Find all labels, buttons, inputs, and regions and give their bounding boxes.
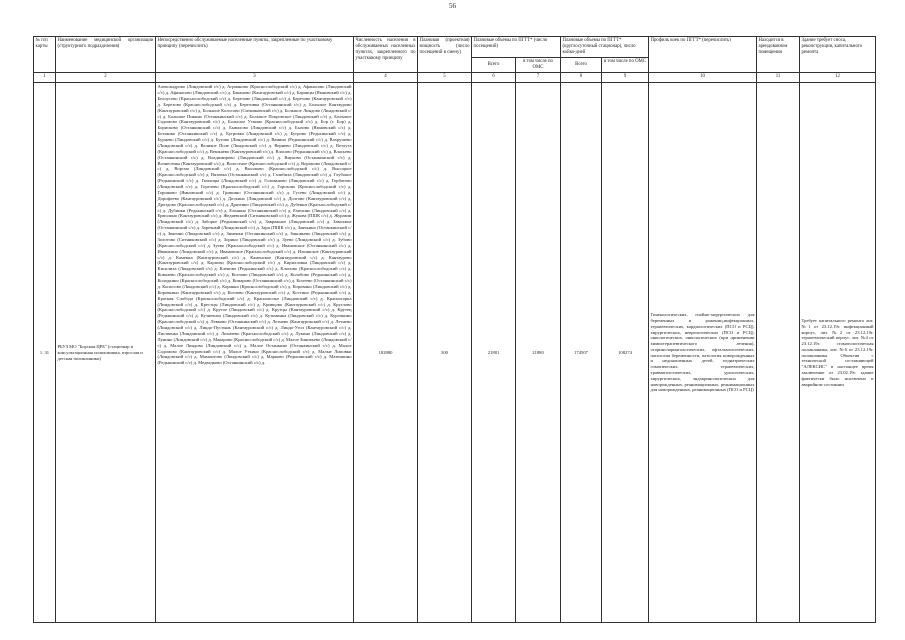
header-settlements: Непосредственно обслуживаемые населенные пункты, закрепленные по участковому принципу (перечислить) [156, 37, 354, 73]
row-bed-profiles: Гинекологических, гнойно-хирургических для беременных и рожениц,инфекционных, терапевтических, кардиологических (ПСО и РСЦ), хирургических, неврологических (ПСО и РСЦ), онкологических, онкологических (при применении химиотерапевтического лечения), оториноларингологических, офтальмологических, патология беременности, патология новорожденных и недоношенных детей, педиатрических соматических, терапевтических, травматологических, урологических, хирургических, эндокринологических для новорожденных, реанимационных, реанимационных для новорожденных, реанимационных (ПСО и РСЦ) [649, 83, 757, 623]
row-visits-oms: 21880 [516, 83, 561, 623]
header-beddays-group: Плановые объемы по ПГГТ* (круглосуточный стационар), число койко-дней [561, 37, 649, 58]
table-row [34, 83, 876, 623]
column-number: 5 [418, 73, 472, 83]
row-building: Требует капитального ремонта лит. №1 от 23.12.19г. инфекционный корпус, лит. №2 от 23.12.19г. терапевтический корпус, лит. №4 от 23.12.19г. стоматологическая поликлиника, лит. №6 от 23.12.19г. поликлиника. Объектив с технической составляющей "АЛЕКСИС" в настоящее время заключение от 23.02.19г. здание фактически было исключено и аварийном состоянии [800, 83, 876, 623]
header-beddays-total: Всего [561, 58, 602, 73]
column-number: 2 [56, 73, 156, 83]
header-visits-group: Плановые объемы по ПГГТ* (число посещений) [472, 37, 561, 58]
facilities-table [33, 36, 876, 623]
column-number: 3 [156, 73, 354, 83]
header-org: Наименование медицинской организации (структурного подразделения) [56, 37, 156, 73]
column-number: 4 [354, 73, 418, 83]
header-population: Численность населения в обслуживаемых населенных пунктах, закрепленного по участковому принципу [354, 37, 418, 73]
header-visits-oms: в том числе по ОМС [516, 58, 561, 73]
row-visits-total: 21881 [472, 83, 516, 623]
row-beddays-oms: 108274 [602, 83, 649, 623]
header-num: № п/п карты [34, 37, 56, 73]
column-number: 10 [649, 73, 757, 83]
page-number: 56 [449, 2, 456, 10]
row-org: РБУЗ МО "Борская ЦРБ" (стационар и консультационная поликлиника, взрослая и детская поликлиники) [56, 83, 156, 623]
column-number: 7 [516, 73, 561, 83]
row-rented [757, 83, 800, 623]
column-number: 11 [757, 73, 800, 83]
header-building: Здание требует сноса, реконструкции, капитального ремонта [800, 37, 876, 73]
row-capacity: 300 [418, 83, 472, 623]
column-number: 1 [34, 73, 56, 83]
row-settlements: Александрово (Линдовский с/с) д. Агрианово (Краснослободский с/с) д. Афанасово (Линдовский с/с) д. Афанасово (Линдовский с/с) д. Баканово (Кантауровский с/с) д. Баранцы (Ямновский с/с) д. Белоусово (Краснослободский с/с) д. Березово (Линдовский с/с) д. Березово (Кантауровский с/с) д. Березово (Краснослободский с/с) д. Березовка (Останкинский с/с) д. Большое Кантаурово (Кантауровский с/с) д. Большое Колосово (Ситниковский с/с) д. Большое Линдово (Линдовский с/с) д. Большое Пикино (Останкинский с/с) д. Большое Покровское (Линдовский с/с) д. Большое Содомово (Кантауровский с/с) д. Большое Уткино (Краснослободский с/с) д. Бор (г. Бор) д. Борисково (Останкинский с/с) д. Бывалово (Линдовский с/с) д. Бызово (Ямновский с/с) д. Ботаково (Останкинский с/с) д. Бугровка (Линдовский с/с) д. Бугрово (Редькинский с/с) д. Бурцево (Линдовский с/с) д. Бутово (Линдовский с/с) д. Ванино (Редькинский с/с) д. Вахрушево (Линдовский с/с) д. Великое Поле (Линдовский с/с) д. Вернево (Линдовский с/с) д. Ветлуга (Краснослободский с/с) д. Вешкаево (Кантауровский с/с) д. Власово (Редькинский с/с) д. Власьево (Останкинский с/с) д. Владимирово (Линдовский с/с) д. Внуково (Останкинский с/с) д. Вознесенка (Кантауровский с/с) д. Волостное (Краснослободский с/с) д. Вороново (Линдовский с/с) д. Ворсма (Линдовский с/с) д. Высоково (Краснослободский с/с) д. Высоцкое (Краснослободский с/с) д. Вязовка (Останкинский с/с) д. Галибиха (Линдовский с/с) д. Глубокое (Редькинский с/с) д. Гнилицы (Линдовский с/с) д. Голованово (Линдовский с/с) д. Горбатово (Линдовский с/с) д. Горелово (Краснослободский с/с) д. Горохово (Краснослободский с/с) д. Горшково (Ямновский с/с) д. Гришино (Останкинский с/с) д. Гусево (Линдовский с/с) д. Дорофеево (Кантауровский с/с) д. Доскино (Линдовский с/с) д. Долгово (Кантауровский с/с) д. Дроздово (Краснослободский с/с) д. Дрязгино (Линдовский с/с) д. Дубенки (Краснослободский с/с) д. Дубинки (Редькинский с/с) д. Ельнино (Останкинский с/с) д. Емелино (Линдовский с/с) д. Ермолино (Кантауровский с/с) д. Жедяевский (Ситниковский с/с) д. Жукова (ПШК с/с) д. Журавли (Линдовский с/с) д. Заборье (Редькинский с/с) д. Завражное (Линдовский с/с) д. Заволжье (Останкинский с/с) д. Заречный (Линдовский с/с) д. Заря (ПШК с/с) д. Заячкино (Останкинский с/с) д. Звягино (Линдовский с/с) д. Зименки (Останкинский с/с) д. Зиновьево (Линдовский с/с) д. Золотово (Ситниковский с/с) д. Зорино (Линдовский с/с) д. Зуево (Линдовский с/с) д. Зубово (Краснослободский с/с) д. Зуево (Краснослободский с/с) д. Ивановское (Останкинский с/с) д. Ивашкино (Линдовский с/с) д. Ивановское (Краснослободский с/с) д. Ильинское (Кантауровский с/с) д. Каменка (Кантауровский с/с) д. Каменское (Кантауровский с/с) д. Кантаурово (Кантауровский с/с) д. Карпово (Краснослободский с/с) д. Кирилловка (Линдовский с/с) д. Кисилиха (Линдовский с/с) д. Кленово (Редькинский с/с) д. Клопово (Краснослободский с/с) д. Ковалево (Краснослободский с/с) д. Козлово (Линдовский с/с) д. Колобово (Редькинский с/с) д. Колодкино (Краснослободский с/с) д. Комарово (Останкинский с/с) д. Коптево (Останкинский с/с) д. Копосово (Линдовский с/с) д. Коринка (Краснослободский с/с) д. Коровино (Линдовский с/с) д. Коровкино (Кантауровский с/с) д. Козлово (Кантауровский с/с) д. Костино (Редькинский с/с) д. Красная Слобода (Краснослободский с/с) д. Краснополье (Линдовский с/с) д. Красногорка (Линдовский с/с) д. Крестцы (Линдовский с/с) д. Кривцово (Кантауровский с/с) д. Круглово (Краснослободский с/с) д. Крутое (Линдовский с/с) д. Крутцы (Кантауровский с/с) д. Крутец (Редькинский с/с) д. Кузнечиха (Линдовский с/с) д. Кузьминка (Линдовский с/с) д. Курочкино (Краснослободский с/с) д. Левково (Останкинский с/с) д. Летнево (Кантауровский с/с) д. Летнево (Линдовский с/с) д. Линдо-Пустынь (Кантауровский с/с) д. Линдо-Угол (Кантауровский с/с) д. Лиственка (Линдовский с/с) д. Лихачево (Краснослободский с/с) д. Лукино (Линдовский с/с) д. Лунино (Линдовский с/с) д. Макарово (Краснослободский с/с) д. Малое Зиновьево (Линдовский с/с) д. Малое Линдово (Линдовский с/с) д. Малое Останкино (Останкинский с/с) д. Малое Содомово (Кантауровский с/с) д. Малое Уткино (Краснослободский с/с) д. Малые Липовки (Линдовский с/с) д. Мамонтово (Линдовский с/с) д. Марково (Редькинский с/с) д. Матюшино (Редькинский с/с) д. Медведково (Останкинский с/с) д. [156, 83, 354, 623]
header-row [34, 37, 876, 58]
header-rented: Находится в арендованном помещении [757, 37, 800, 73]
row-beddays-total: 174507 [561, 83, 602, 623]
header-beddays-oms: в том числе по ОМС [602, 58, 649, 73]
header-visits-total: Всего [472, 58, 516, 73]
column-number: 6 [472, 73, 516, 83]
column-number: 8 [561, 73, 602, 83]
column-number: 9 [602, 73, 649, 83]
header-bed-profiles: Профиль коек по ПГГТ* (перечислить) [649, 37, 757, 73]
row-id: 1. 31 [34, 83, 56, 623]
column-number-row [34, 73, 876, 83]
column-number: 12 [800, 73, 876, 83]
header-capacity: Плановая (проектная) мощность (число посещений в смену) [418, 37, 472, 73]
row-population: 182880 [354, 83, 418, 623]
